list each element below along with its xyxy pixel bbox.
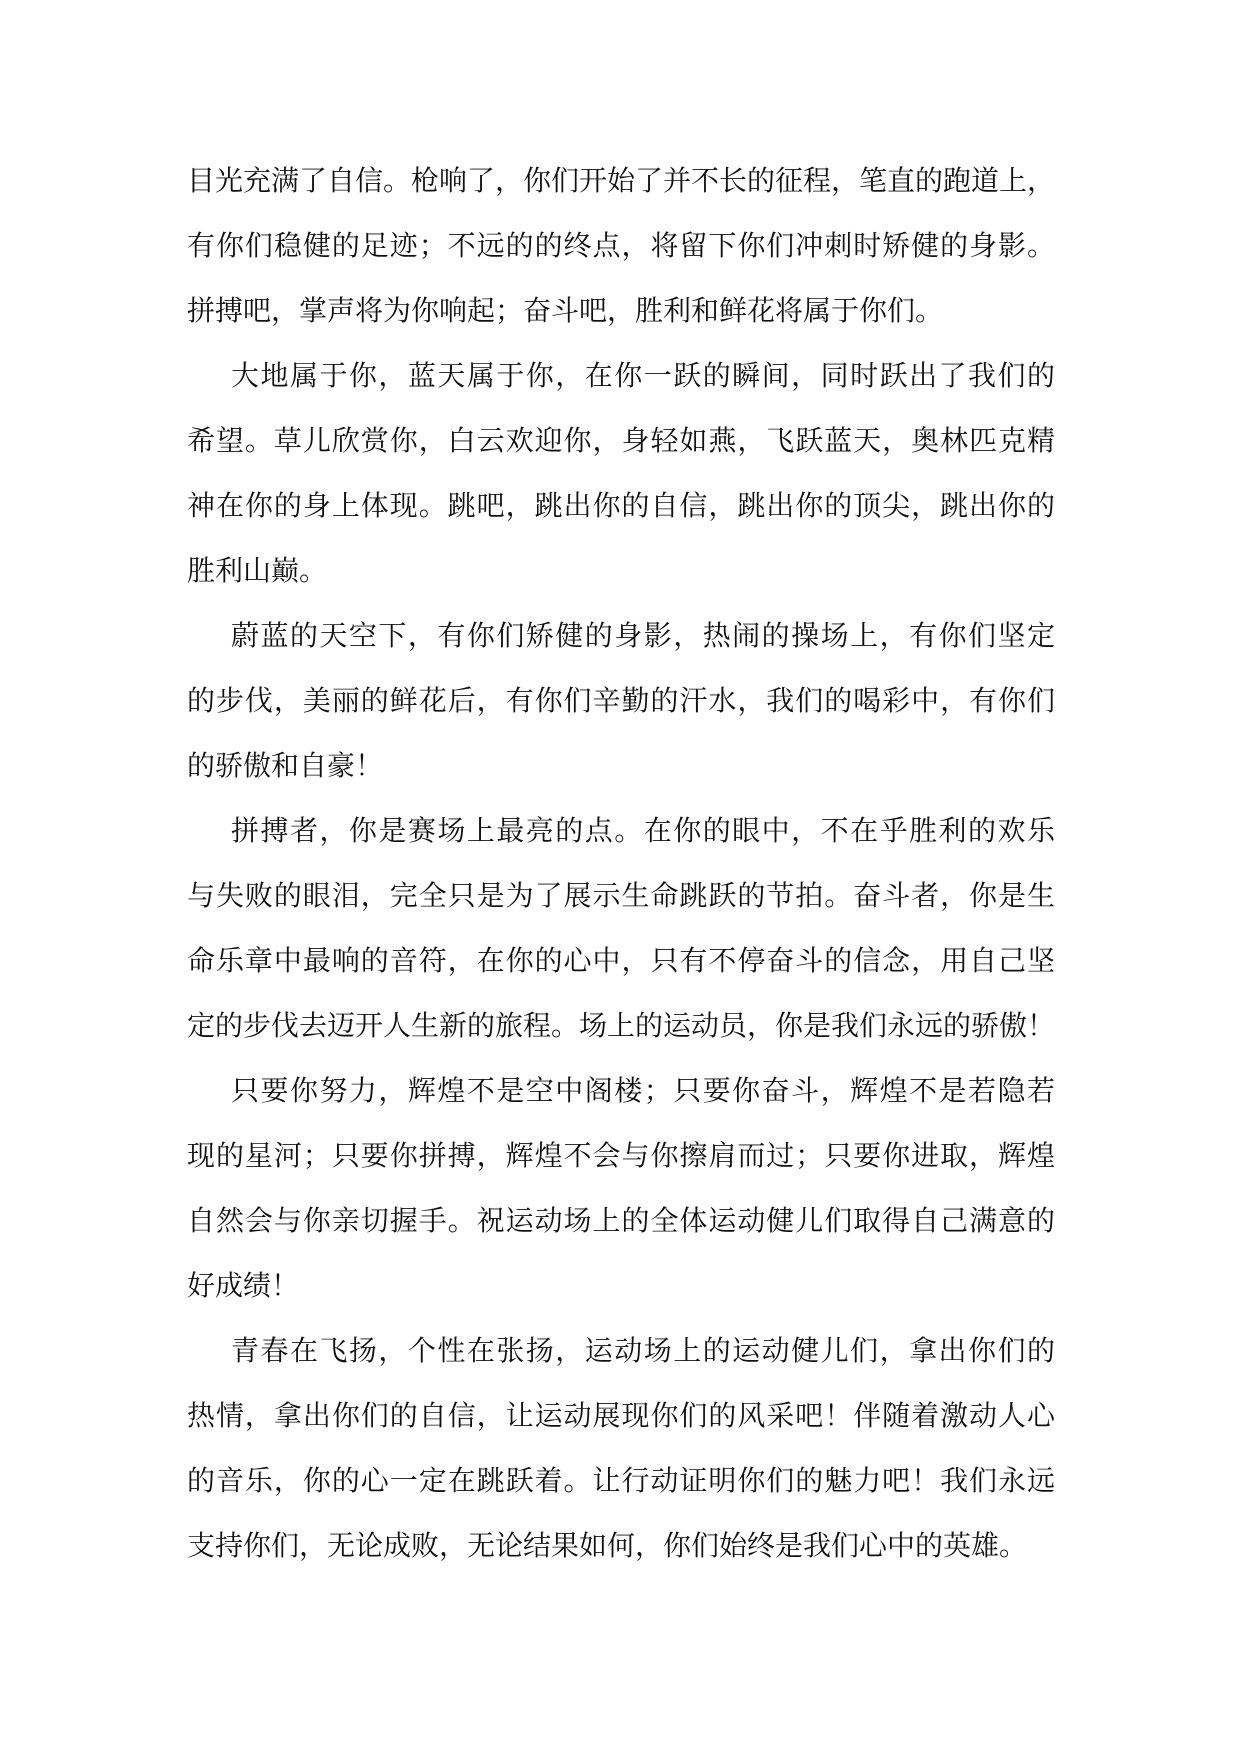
paragraph-line: 热情，拿出你们的自信，让运动展现你们的风采吧！伴随着激动人心 [187, 1399, 1055, 1432]
paragraph-2 [187, 343, 1055, 603]
paragraph-line: 命乐章中最响的音符，在你的心中，只有不停奋斗的信念，用自己坚 [187, 944, 1055, 977]
paragraph-line: 有你们稳健的足迹；不远的的终点，将留下你们冲刺时矫健的身影。 [187, 229, 1055, 262]
paragraph-line: 只要你努力，辉煌不是空中阁楼；只要你奋斗，辉煌不是若隐若 [231, 1074, 1055, 1107]
paragraph-line: 现的星河；只要你拼搏，辉煌不会与你擦肩而过；只要你进取，辉煌 [187, 1139, 1055, 1172]
paragraph-line: 的骄傲和自豪！ [187, 749, 384, 782]
paragraph-line: 拼搏者，你是赛场上最亮的点。在你的眼中，不在乎胜利的欢乐 [231, 814, 1055, 847]
paragraph-line: 定的步伐去迈开人生新的旅程。场上的运动员，你是我们永远的骄傲！ [187, 1009, 1056, 1042]
paragraph-line: 与失败的眼泪，完全只是为了展示生命跳跃的节拍。奋斗者，你是生 [187, 879, 1055, 912]
document-body [187, 148, 1055, 1578]
paragraph-line: 胜利山巅。 [187, 554, 328, 587]
paragraph-3 [187, 603, 1055, 798]
paragraph-line: 的音乐，你的心一定在跳跃着。让行动证明你们的魅力吧！我们永远 [187, 1464, 1055, 1497]
paragraph-line: 好成绩！ [187, 1269, 300, 1302]
paragraph-line: 的步伐，美丽的鲜花后，有你们辛勤的汗水，我们的喝彩中，有你们 [187, 684, 1055, 717]
paragraph-line: 拼搏吧，掌声将为你响起；奋斗吧，胜利和鲜花将属于你们。 [187, 294, 944, 327]
paragraph-line: 神在你的身上体现。跳吧，跳出你的自信，跳出你的顶尖，跳出你的 [187, 489, 1055, 522]
paragraph-6 [187, 1318, 1055, 1578]
paragraph-line: 目光充满了自信。枪响了，你们开始了并不长的征程，笔直的跑道上， [187, 164, 1056, 197]
paragraph-line: 大地属于你，蓝天属于你，在你一跃的瞬间，同时跃出了我们的 [231, 359, 1055, 392]
paragraph-line: 希望。草儿欣赏你，白云欢迎你，身轻如燕，飞跃蓝天，奥林匹克精 [187, 424, 1055, 457]
paragraph-line: 青春在飞扬，个性在张扬，运动场上的运动健儿们，拿出你们的 [231, 1334, 1055, 1367]
paragraph-4 [187, 798, 1055, 1058]
paragraph-line: 蔚蓝的天空下，有你们矫健的身影，热闹的操场上，有你们坚定 [231, 619, 1055, 652]
paragraph-5 [187, 1058, 1055, 1318]
paragraph-line: 支持你们，无论成败，无论结果如何，你们始终是我们心中的英雄。 [187, 1529, 1028, 1562]
paragraph-line: 自然会与你亲切握手。祝运动场上的全体运动健儿们取得自己满意的 [187, 1204, 1055, 1237]
paragraph-1 [187, 148, 1055, 343]
